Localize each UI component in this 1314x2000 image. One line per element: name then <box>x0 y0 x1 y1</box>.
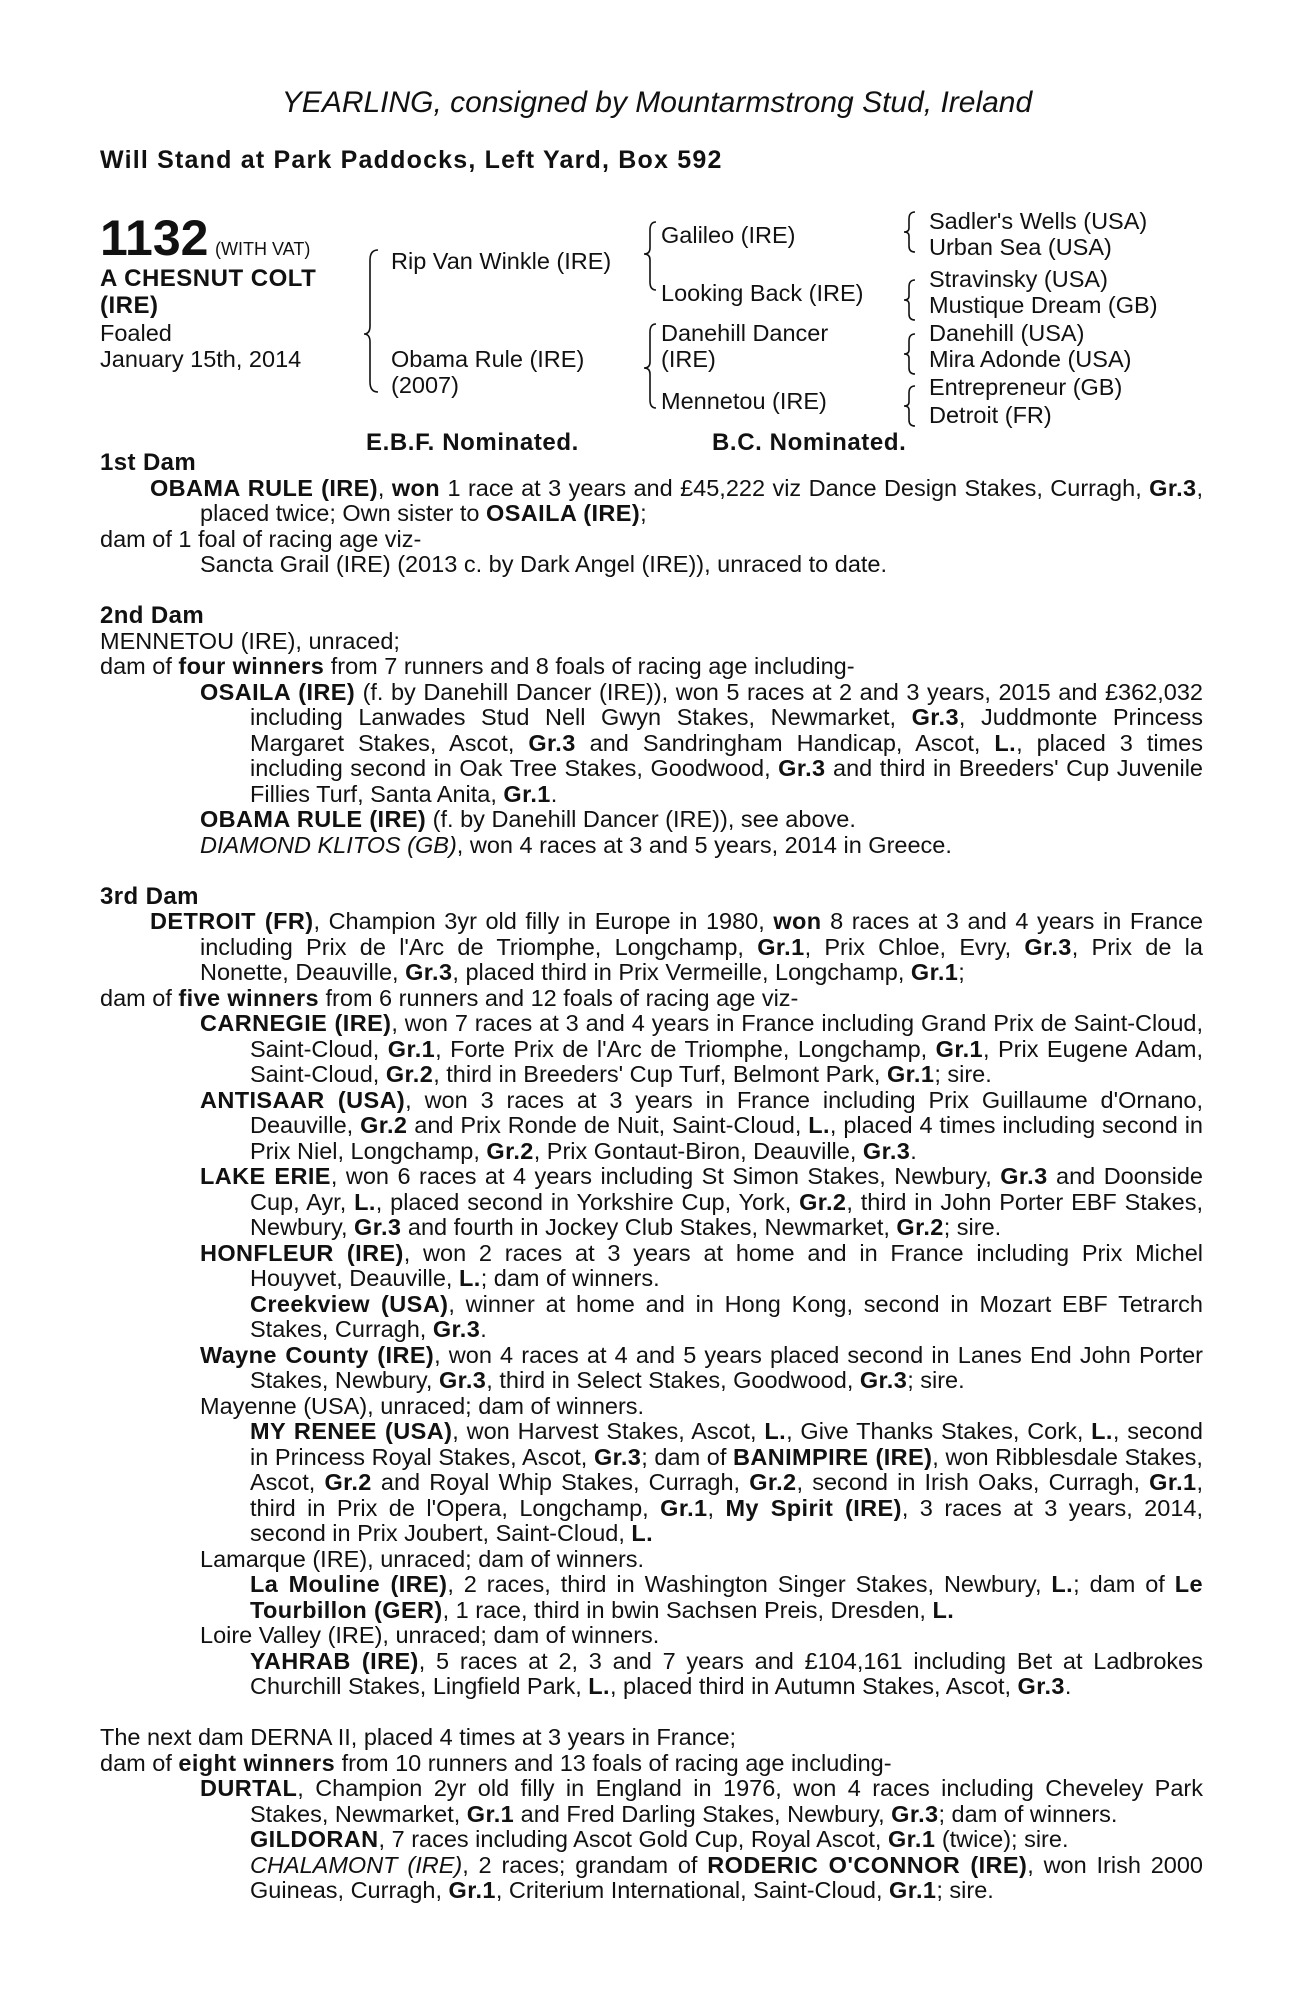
ancestor-sadlers-wells: Sadler's Wells (USA) <box>929 208 1148 234</box>
bold-text-run: four winners <box>178 653 325 679</box>
brace-first-generation <box>364 250 378 392</box>
text-run: , Champion 2yr old filly in England in 1976, won 4 races including Cheveley Park Stakes, Newmarket, <box>250 1775 1203 1827</box>
text-run: dam of <box>100 984 179 1011</box>
text-run: , 2 races; grandam of <box>462 1851 708 1878</box>
text-run: Loire Valley (IRE), unraced; dam of winners. <box>200 1622 660 1648</box>
ancestor-mira-adonde: Mira Adonde (USA) <box>929 346 1132 372</box>
text-run: ; <box>958 959 965 985</box>
bold-text-run: Gr.3 <box>1017 1673 1065 1699</box>
catalogue-paragraph <box>100 1751 1203 1777</box>
text-run: , Prix Gontaut-Biron, Deauville, <box>533 1137 863 1164</box>
dam-name: Obama Rule (IRE) <box>391 346 585 372</box>
text-run: , placed second in Yorkshire Cup, York, <box>375 1188 800 1215</box>
brace-looking-back <box>904 280 915 320</box>
text-run: and Royal Whip Stakes, Curragh, <box>371 1469 750 1495</box>
bold-text-run: MY RENEE (USA) <box>250 1418 453 1444</box>
text-run: and fourth in Jockey Club Stakes, Newmarket, <box>401 1214 897 1240</box>
catalogue-paragraph <box>100 1649 1203 1700</box>
bold-text-run: Gr.1 <box>660 1494 708 1521</box>
text-run: , third in Breeders' Cup Turf, Belmont Park, <box>433 1061 887 1087</box>
text-run: and Prix Ronde de Nuit, Saint-Cloud, <box>407 1112 809 1138</box>
third-dam-title: 3rd Dam <box>100 882 199 910</box>
bold-text-run: Gr.3 <box>405 959 453 985</box>
text-run: dam of 1 foal of racing age viz- <box>100 525 422 552</box>
bold-text-run: Gr.3 <box>778 755 826 781</box>
catalogue-paragraph <box>100 1547 1203 1573</box>
foaled-date: January 15th, 2014 <box>100 346 302 372</box>
bold-text-run: Gr.2 <box>324 1469 372 1495</box>
bold-text-run: Gr.3 <box>1024 933 1072 960</box>
catalogue-paragraph <box>100 629 1203 655</box>
text-run: ; <box>640 500 647 526</box>
bold-text-run: Gr.3 <box>911 704 959 730</box>
catalogue-paragraph <box>100 1343 1203 1394</box>
text-run: , 7 races including Ascot Gold Cup, Royal Ascot, <box>378 1826 888 1852</box>
text-run: , won 2 races at 3 years at home and in France including Prix Michel Houyvet, Deauville, <box>250 1239 1203 1291</box>
text-run: ; sire. <box>936 1877 994 1903</box>
bold-text-run: Gr.1 <box>886 1061 935 1087</box>
text-run: The next dam DERNA II, placed 4 times at 3 years in France; <box>100 1724 737 1750</box>
text-run: , Prix Chloe, Evry, <box>804 933 1025 960</box>
text-run: dam of <box>100 1749 179 1776</box>
text-run: ; dam of winners. <box>480 1265 660 1291</box>
text-run: , 2 races, third in Washington Singer Stakes, Newbury, <box>447 1571 1052 1597</box>
bold-text-run: L. <box>631 1520 654 1546</box>
ancestor-stravinsky: Stravinsky (USA) <box>929 266 1108 292</box>
bold-text-run: Creekview (USA) <box>250 1290 449 1317</box>
catalogue-paragraph <box>100 1292 1203 1343</box>
text-run: , third in Prix de l'Opera, Longchamp, <box>250 1469 1203 1521</box>
bold-text-run: OSAILA (IRE) <box>200 678 356 705</box>
text-run: and Doonside Cup, Ayr, <box>250 1163 1203 1215</box>
text-run: , winner at home and in Hong Kong, second in Mozart EBF Tetrarch Stakes, Curragh, <box>250 1290 1203 1342</box>
text-run: and Fred Darling Stakes, Newbury, <box>514 1800 892 1827</box>
bold-text-run: My Spirit (IRE) <box>725 1494 902 1521</box>
brace-dam-line <box>644 324 656 408</box>
text-run: ; dam of <box>1073 1571 1175 1597</box>
bold-text-run: Gr.1 <box>935 1035 983 1062</box>
text-run: , placed 4 times including second in Prix Niel, Longchamp, <box>250 1112 1203 1164</box>
bold-text-run: Gr.1 <box>503 780 551 807</box>
first-dam-title: 1st Dam <box>100 449 197 476</box>
text-run: , Give Thanks Stakes, Cork, <box>786 1418 1092 1444</box>
ancestor-entrepreneur: Entrepreneur (GB) <box>929 374 1123 400</box>
bold-text-run: Gr.1 <box>448 1877 496 1903</box>
text-run: , Champion 3yr old filly in Europe in 1980, <box>313 908 774 934</box>
bold-text-run: Le Tourbillon (GER) <box>250 1571 1204 1623</box>
bold-text-run: Gr.2 <box>385 1061 434 1087</box>
bold-text-run: L. <box>1051 1571 1074 1597</box>
bold-text-run: L. <box>994 729 1017 756</box>
text-run: 8 races at 3 and 4 years in France including Prix de l'Arc de Triomphe, Longchamp, <box>200 908 1203 960</box>
bold-text-run: five winners <box>178 984 319 1011</box>
bold-text-run: eight winners <box>178 1749 336 1776</box>
text-run: , won 3 races at 3 years in France including Prix Guillaume d'Ornano, Deauville, <box>250 1086 1203 1138</box>
bold-text-run: Gr.3 <box>438 1367 487 1393</box>
catalogue-paragraph <box>100 1394 1203 1420</box>
text-run: , won Ribblesdale Stakes, Ascot, <box>250 1443 1203 1495</box>
catalogue-paragraph <box>100 1853 1203 1904</box>
catalogue-paragraph <box>100 552 1203 578</box>
text-run: , won 7 races at 3 and 4 years in France including Grand Prix de Saint-Cloud, Saint-Cloud, <box>250 1010 1203 1062</box>
bold-text-run: GILDORAN <box>250 1826 379 1852</box>
sire-name: Rip Van Winkle (IRE) <box>391 248 612 274</box>
bold-text-run: Gr.3 <box>859 1367 908 1393</box>
dam-sire-name-line2: (IRE) <box>661 346 716 372</box>
catalogue-paragraph <box>100 909 1203 986</box>
vat-note: (WITH VAT) <box>215 239 311 259</box>
text-run: 1 race at 3 years and £45,222 viz Dance Design Stakes, Curragh, <box>440 474 1150 501</box>
bold-text-run: Gr.3 <box>891 1800 939 1827</box>
brace-mennetou <box>904 386 915 426</box>
bold-text-run: Gr.1 <box>1149 1469 1197 1495</box>
italic-text-run: DIAMOND KLITOS (GB) <box>200 831 457 858</box>
catalogue-paragraph <box>100 654 1203 680</box>
second-dam-paragraphs <box>100 629 1203 859</box>
bold-text-run: Gr.3 <box>862 1137 911 1164</box>
text-run: . <box>1064 1673 1072 1699</box>
bold-text-run: Gr.2 <box>486 1137 534 1164</box>
first-dam-section <box>100 450 1203 578</box>
catalogue-paragraph <box>100 1623 1203 1649</box>
text-run: , Prix Eugene Adam, Saint-Cloud, <box>250 1035 1203 1087</box>
bold-text-run: L. <box>808 1112 830 1138</box>
text-run: , 5 races at 2, 3 and 7 years and £104,161 including Bet at Ladbrokes Churchill Stakes, Lingfield Park, <box>250 1647 1203 1699</box>
lot-name-line2: (IRE) <box>100 292 159 319</box>
bold-text-run: OBAMA RULE (IRE) <box>200 806 427 832</box>
bold-text-run: CARNEGIE (IRE) <box>200 1010 392 1036</box>
lot-name-line1: A CHESNUT COLT <box>100 265 317 292</box>
catalogue-paragraph <box>100 1011 1203 1088</box>
text-run: , placed 3 times including second in Oak Tree Stakes, Goodwood, <box>250 729 1203 781</box>
bold-text-run: Gr.2 <box>749 1469 797 1495</box>
text-run: . <box>910 1137 917 1164</box>
text-run: , third in Select Stakes, Goodwood, <box>486 1367 860 1393</box>
bold-text-run: OBAMA RULE (IRE) <box>150 474 378 501</box>
catalogue-paragraph <box>100 680 1203 808</box>
catalogue-body <box>100 450 1203 1929</box>
first-dam-paragraphs <box>100 476 1203 578</box>
text-run: , placed third in Prix Vermeille, Longchamp, <box>452 959 911 985</box>
bold-text-run: Gr.3 <box>432 1316 481 1342</box>
text-run: , Juddmonte Princess Margaret Stakes, Ascot, <box>250 704 1203 756</box>
text-run: , second in Princess Royal Stakes, Ascot, <box>250 1418 1203 1470</box>
text-run: , placed twice; Own sister to <box>200 474 1203 526</box>
bold-text-run: won <box>391 474 441 501</box>
text-run: , won 4 races at 3 and 5 years, 2014 in Greece. <box>456 831 952 858</box>
text-run: , won 4 races at 4 and 5 years placed second in Lanes End John Porter Stakes, Newbury, <box>250 1341 1203 1393</box>
bold-text-run: DETROIT (FR) <box>150 908 314 934</box>
bold-text-run: HONFLEUR (IRE) <box>200 1239 404 1266</box>
bold-text-run: BANIMPIRE (IRE) <box>732 1443 933 1470</box>
text-run: from 10 runners and 13 foals of racing age including- <box>335 1749 892 1776</box>
bold-text-run: won <box>773 908 822 934</box>
text-run: ; sire. <box>907 1367 965 1393</box>
bold-text-run: Gr.3 <box>354 1214 402 1240</box>
brace-galileo <box>904 212 915 252</box>
text-run: from 7 runners and 8 foals of racing age including- <box>324 653 855 679</box>
text-run: , second in Irish Oaks, Curragh, <box>796 1469 1150 1495</box>
ancestor-danehill: Danehill (USA) <box>929 320 1085 346</box>
dam-dam-name: Mennetou (IRE) <box>661 388 827 414</box>
bold-text-run: Gr.3 <box>1149 474 1197 501</box>
ancestor-detroit: Detroit (FR) <box>929 402 1052 428</box>
text-run: (twice); sire. <box>935 1826 1069 1852</box>
text-run: , Forte Prix de l'Arc de Triomphe, Longchamp, <box>435 1035 936 1062</box>
bold-text-run: Gr.2 <box>896 1214 944 1240</box>
text-run: . <box>550 780 558 807</box>
text-run: ; dam of <box>641 1443 733 1470</box>
lot-number: 1132 <box>100 210 209 266</box>
ancestor-mustique-dream: Mustique Dream (GB) <box>929 292 1158 318</box>
text-run: Sancta Grail (IRE) (2013 c. by Dark Angel (IRE)), unraced to date. <box>200 551 888 577</box>
italic-text-run: CHALAMONT (IRE) <box>250 1851 463 1878</box>
foaled-label: Foaled <box>100 320 172 346</box>
sire-sire-name: Galileo (IRE) <box>661 222 796 248</box>
bold-text-run: L. <box>459 1265 481 1291</box>
text-run: ; sire. <box>943 1214 1002 1240</box>
text-run: and Sandringham Handicap, Ascot, <box>575 729 995 756</box>
text-run: (f. by Danehill Dancer (IRE)), see above. <box>426 806 856 832</box>
stand-location: Will Stand at Park Paddocks, Left Yard, Box 592 <box>100 146 723 174</box>
next-dam-paragraphs <box>100 1725 1203 1904</box>
bold-text-run: ANTISAAR (USA) <box>200 1086 406 1113</box>
bold-text-run: Gr.3 <box>593 1443 642 1470</box>
catalogue-paragraph <box>100 807 1203 833</box>
text-run: and third in Breeders' Cup Juvenile Fillies Turf, Santa Anita, <box>250 755 1203 807</box>
catalogue-paragraph <box>100 1088 1203 1165</box>
text-run: , <box>707 1494 726 1521</box>
bold-text-run: Gr.1 <box>889 1877 937 1903</box>
text-run: , Prix de la Nonette, Deauville, <box>200 933 1203 985</box>
bold-text-run: Gr.2 <box>799 1188 847 1215</box>
brace-sire-line <box>644 222 656 290</box>
next-dam-section <box>100 1725 1203 1904</box>
text-run: , <box>377 474 392 501</box>
text-run: . <box>480 1316 487 1342</box>
bold-text-run: Wayne County (IRE) <box>200 1341 435 1368</box>
text-run: MENNETOU (IRE), unraced; <box>100 627 400 654</box>
bold-text-run: Gr.1 <box>887 1826 936 1852</box>
dam-sire-name-line1: Danehill Dancer <box>661 320 829 346</box>
text-run: , won 6 races at 4 years including St Simon Stakes, Newbury, <box>330 1163 1001 1189</box>
text-run: , won Irish 2000 Guineas, Curragh, <box>250 1851 1204 1903</box>
bold-text-run: Gr.1 <box>387 1035 436 1062</box>
catalogue-paragraph <box>100 986 1203 1012</box>
catalogue-paragraph <box>100 1776 1203 1827</box>
bold-text-run: OSAILA (IRE) <box>486 500 641 526</box>
bold-text-run: RODERIC O'CONNOR (IRE) <box>707 1851 1028 1878</box>
catalogue-paragraph <box>100 1725 1203 1751</box>
third-dam-section <box>100 884 1203 1700</box>
bold-text-run: La Mouline (IRE) <box>250 1571 448 1597</box>
catalogue-paragraph <box>100 1164 1203 1241</box>
text-run: ; dam of winners. <box>938 1800 1118 1827</box>
consignment-line: YEARLING, consigned by Mountarmstrong Stud, Ireland <box>281 86 1033 119</box>
bold-text-run: YAHRAB (IRE) <box>250 1647 419 1674</box>
catalogue-paragraph <box>100 1241 1203 1292</box>
text-run: Lamarque (IRE), unraced; dam of winners. <box>200 1545 645 1572</box>
brace-danehill-dancer <box>904 334 915 374</box>
ebf-nominated: E.B.F. Nominated. <box>366 429 579 456</box>
text-run: from 6 runners and 12 foals of racing age viz- <box>319 984 799 1011</box>
text-run: , 1 race, third in bwin Sachsen Preis, Dresden, <box>442 1596 933 1623</box>
bold-text-run: L. <box>932 1596 955 1623</box>
bold-text-run: L. <box>1091 1418 1113 1444</box>
bold-text-run: LAKE ERIE <box>200 1163 331 1189</box>
bold-text-run: Gr.2 <box>360 1112 408 1138</box>
bc-nominated: B.C. Nominated. <box>712 429 907 456</box>
bold-text-run: Gr.1 <box>757 933 805 960</box>
text-run: (f. by Danehill Dancer (IRE)), won 5 races at 2 and 3 years, 2015 and £362,032 including Lanwades Stud Nell Gwyn Stakes, Newmarket, <box>250 678 1204 730</box>
text-run: , Criterium International, Saint-Cloud, <box>495 1877 890 1903</box>
bold-text-run: Gr.1 <box>910 959 959 985</box>
bold-text-run: L. <box>354 1188 376 1215</box>
catalogue-paragraph <box>100 527 1203 553</box>
second-dam-section <box>100 603 1203 858</box>
bold-text-run: DURTAL <box>200 1775 298 1801</box>
catalogue-paragraph <box>100 1827 1203 1853</box>
text-run: Mayenne (USA), unraced; dam of winners. <box>200 1392 645 1419</box>
catalogue-paragraph <box>100 833 1203 859</box>
bold-text-run: L. <box>588 1673 610 1699</box>
bold-text-run: Gr.3 <box>1000 1163 1048 1189</box>
catalogue-paragraph <box>100 1572 1203 1623</box>
bold-text-run: Gr.1 <box>466 1800 515 1827</box>
text-run: , placed third in Autumn Stakes, Ascot, <box>609 1673 1018 1699</box>
text-run: dam of <box>100 653 179 679</box>
text-run: , 3 races at 3 years, 2014, second in Prix Joubert, Saint-Cloud, <box>250 1494 1203 1546</box>
text-run: , won Harvest Stakes, Ascot, <box>452 1418 765 1444</box>
text-run: , third in John Porter EBF Stakes, Newbury, <box>250 1188 1203 1240</box>
bold-text-run: Gr.3 <box>528 729 576 756</box>
text-run: ; sire. <box>934 1061 992 1087</box>
dam-year: (2007) <box>391 372 459 398</box>
bold-text-run: L. <box>764 1418 787 1444</box>
third-dam-paragraphs <box>100 909 1203 1700</box>
sire-dam-name: Looking Back (IRE) <box>661 280 864 306</box>
catalogue-paragraph <box>100 476 1203 527</box>
second-dam-title: 2nd Dam <box>100 602 205 629</box>
ancestor-urban-sea: Urban Sea (USA) <box>929 234 1112 260</box>
catalogue-paragraph <box>100 1419 1203 1547</box>
